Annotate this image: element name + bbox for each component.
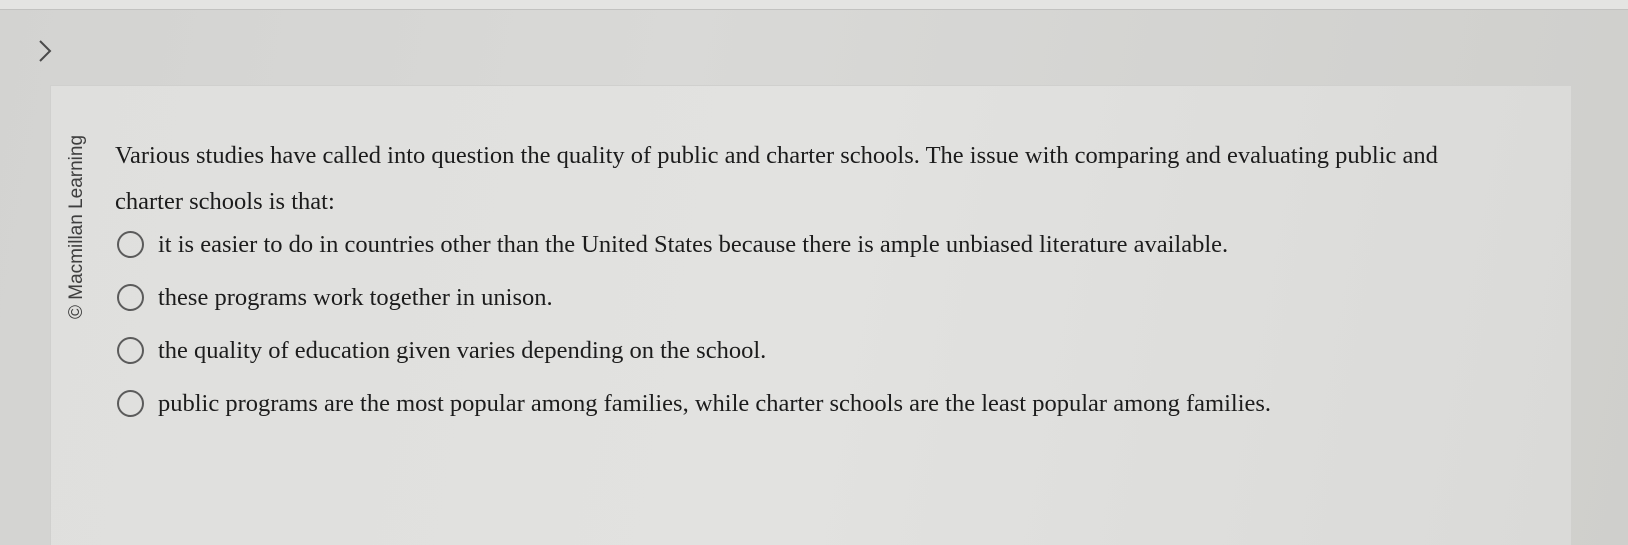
- radio-button[interactable]: [117, 231, 144, 258]
- answer-label: it is easier to do in countries other than the United States because there is ample unbiased literature available.: [158, 230, 1229, 258]
- chevron-right-icon: [34, 38, 56, 64]
- answer-option-2[interactable]: [117, 271, 1271, 324]
- answer-option-3[interactable]: [117, 324, 1271, 377]
- answer-option-1[interactable]: [117, 218, 1271, 271]
- question-prompt: Various studies have called into question the quality of public and charter schools. The issue with comparing and evaluating public and charter schools is that:: [115, 142, 1438, 215]
- answer-option-4[interactable]: [117, 377, 1271, 430]
- answer-label: the quality of education given varies depending on the school.: [158, 336, 767, 364]
- radio-button[interactable]: [117, 337, 144, 364]
- radio-button[interactable]: [117, 390, 144, 417]
- answer-options: [117, 218, 1271, 430]
- copyright-notice: [55, 125, 87, 330]
- expand-chevron[interactable]: [34, 38, 56, 64]
- answer-label: public programs are the most popular among families, while charter schools are the least popular among families.: [158, 389, 1272, 417]
- copyright-text: © Macmillan Learning: [66, 134, 87, 319]
- radio-button[interactable]: [117, 284, 144, 311]
- top-divider: [0, 0, 1628, 10]
- answer-label: these programs work together in unison.: [158, 283, 553, 311]
